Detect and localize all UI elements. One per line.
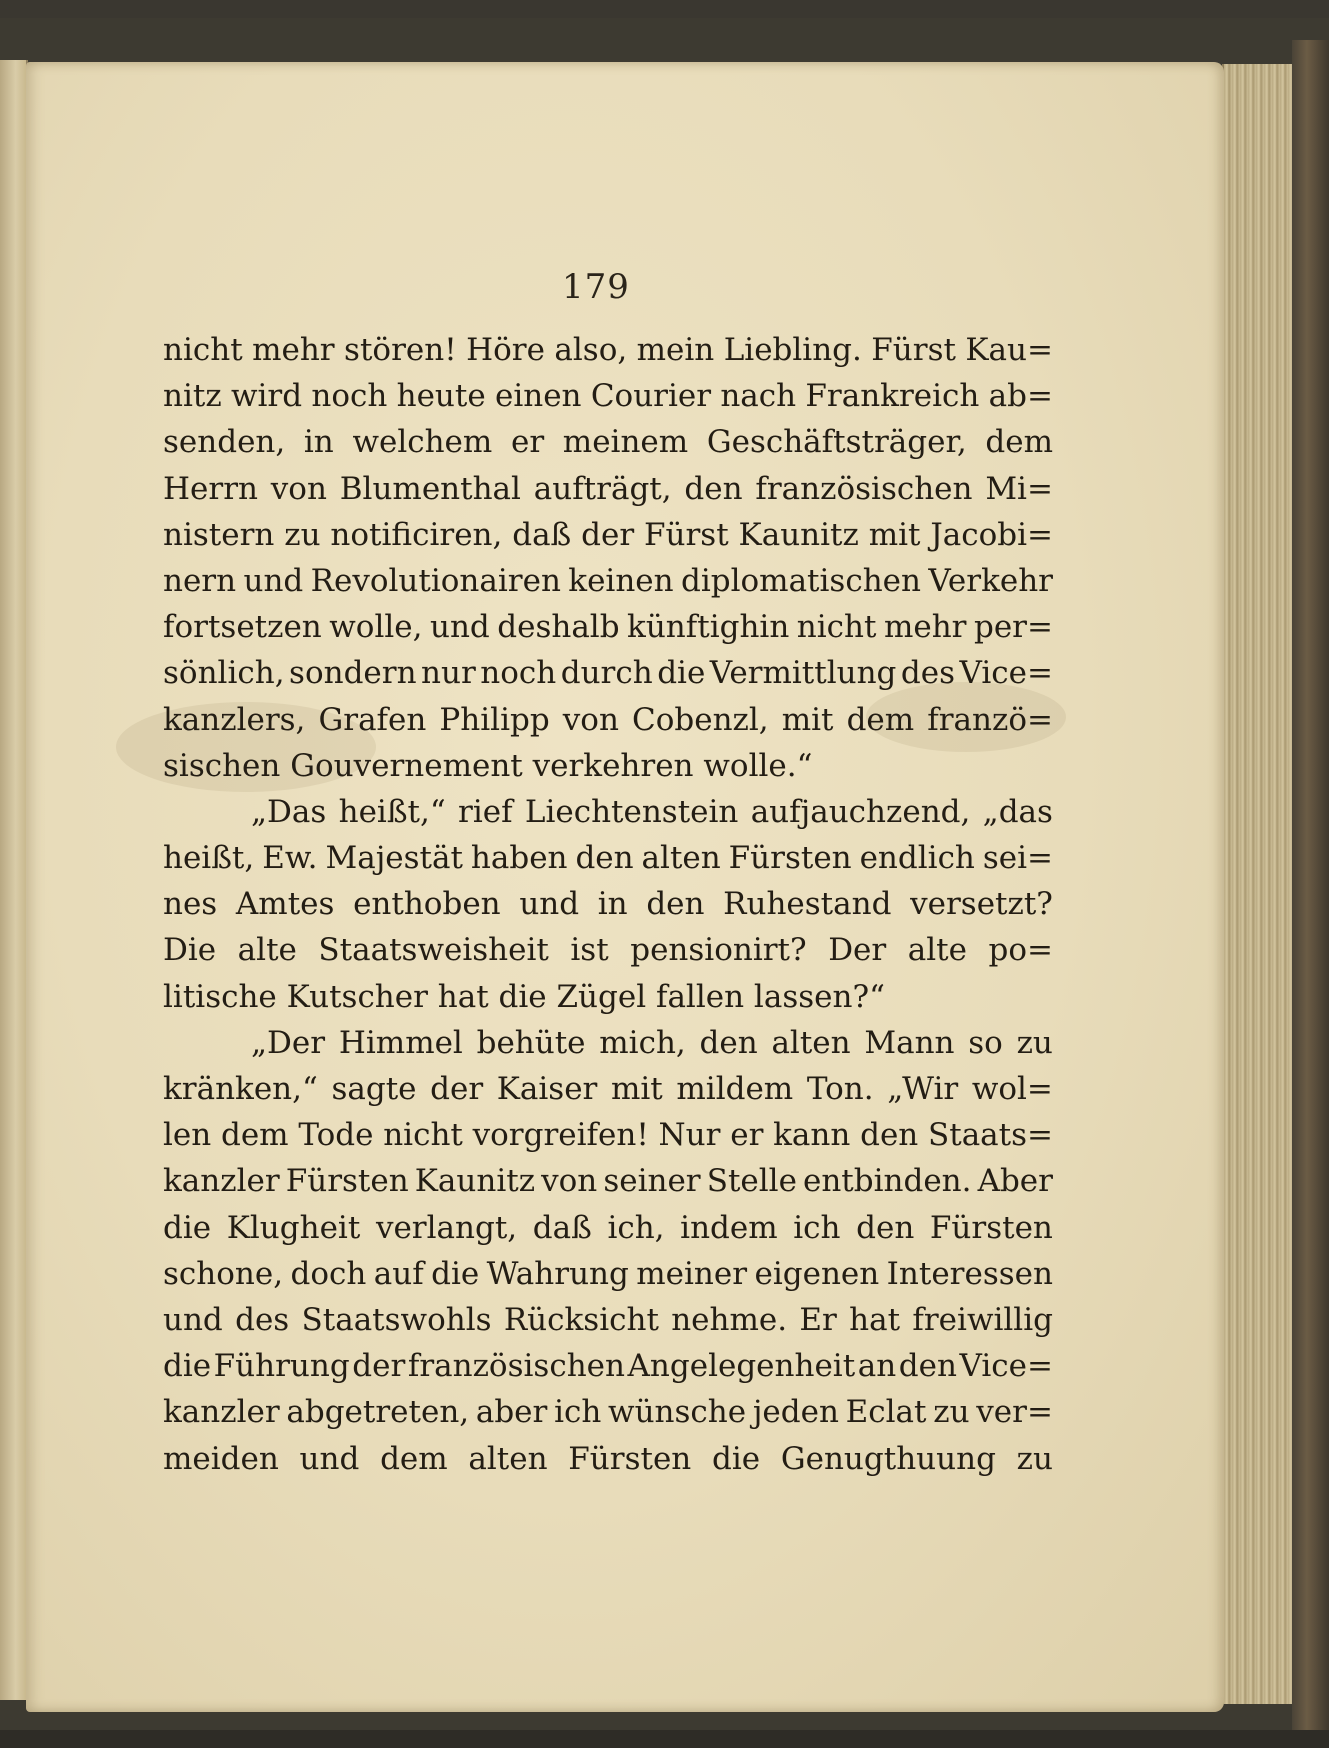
text-line: heißt, Ew. Majestät haben den alten Fürsten endlich sei= — [163, 840, 1053, 877]
text-line: kanzler abgetreten, aber ich wünsche jeden Eclat zu ver= — [163, 1394, 1053, 1431]
text-line: nitz wird noch heute einen Courier nach Frankreich ab= — [163, 378, 1053, 415]
text-line: und des Staatswohls Rücksicht nehme. Er hat freiwillig — [163, 1301, 1053, 1338]
text-line: senden, in welchem er meinem Geschäftsträger, dem — [163, 424, 1053, 461]
text-line: schone, doch auf die Wahrung meiner eigenen Interessen — [163, 1255, 1053, 1292]
text-line: nes Amtes enthoben und in den Ruhestand versetzt? — [163, 886, 1053, 923]
text-line: nistern zu notificiren, daß der Fürst Kaunitz mit Jacobi= — [163, 516, 1053, 553]
left-page-edge — [0, 60, 28, 1700]
page-number: 179 — [562, 267, 630, 307]
text-line: die Klugheit verlangt, daß ich, indem ich den Fürsten — [163, 1209, 1053, 1246]
body-text — [163, 327, 1053, 1482]
text-line: Herrn von Blumenthal aufträgt, den französischen Mi= — [163, 470, 1053, 507]
text-line: sönlich, sondern nur noch durch die Vermittlung des Vice= — [163, 655, 1053, 692]
text-line: len dem Tode nicht vorgreifen! Nur er kann den Staats= — [163, 1117, 1053, 1154]
text-line: fortsetzen wolle, und deshalb künftighin nicht mehr per= — [163, 609, 1053, 646]
text-line: „Der Himmel behüte mich, den alten Mann so zu — [251, 1024, 1053, 1061]
book-page — [26, 62, 1224, 1712]
text-line: litische Kutscher hat die Zügel fallen lassen?“ — [163, 978, 885, 1015]
text-line: meiden und dem alten Fürsten die Genugthuung zu — [163, 1440, 1053, 1477]
text-line: die Führung der französischen Angelegenheit an den Vice= — [163, 1348, 1053, 1385]
text-line: kränken,“ sagte der Kaiser mit mildem Ton. „Wir wol= — [163, 1071, 1053, 1107]
text-line: nern und Revolutionairen keinen diplomatischen Verkehr — [163, 562, 1053, 599]
text-line: Die alte Staatsweisheit ist pensionirt? Der alte po= — [163, 932, 1053, 969]
book-board-edge — [1292, 40, 1329, 1730]
text-line: „Das heißt,“ rief Liechtenstein aufjauchzend, „das — [251, 793, 1053, 830]
text-line: kanzler Fürsten Kaunitz von seiner Stelle entbinden. Aber — [163, 1163, 1053, 1200]
fore-edge — [1222, 64, 1294, 1704]
text-line: kanzlers, Grafen Philipp von Cobenzl, mit dem franzö= — [163, 701, 1053, 738]
text-line: sischen Gouvernement verkehren wolle.“ — [163, 747, 813, 784]
text-line: nicht mehr stören! Höre also, mein Liebling. Fürst Kau= — [163, 332, 1053, 368]
